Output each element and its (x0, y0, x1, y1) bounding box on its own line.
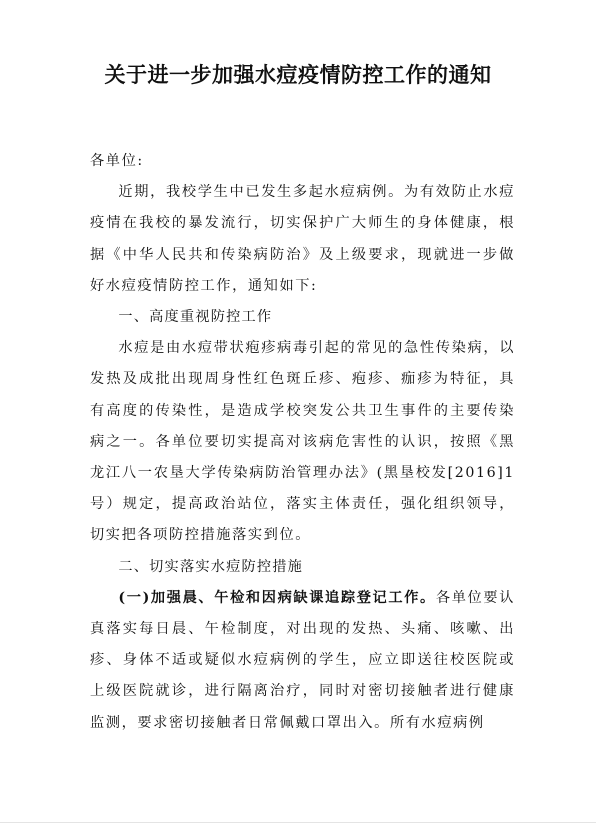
document-title: 关于进一步加强水痘疫情防控工作的通知 (104, 62, 492, 87)
section-1-heading: 一、高度重视防控工作 (118, 309, 273, 326)
section-2-heading: 二、切实落实水痘防控措施 (118, 558, 304, 575)
section-2-sub-1-lead: (一)加强晨、午检和因病缺课追踪登记工作。 (118, 589, 436, 606)
section-2-sub-1-text: 各单位要认真落实每日晨、午检制度，对出现的发热、头痛、咳嗽、出疹、身体不适或疑似水痘病例的学生，应立即送往校医院或上级医院就诊，进行隔离治疗，同时对密切接触者进行健康监测，要求密切接触者日常佩戴口罩出入。所有水痘病例 (90, 589, 515, 731)
page-bottom-edge (0, 822, 596, 823)
intro-paragraph: 近期，我校学生中已发生多起水痘病例。为有效防止水痘疫情在我校的暴发流行，切实保护广大师生的身体健康，根据《中华人民共和传染病防治》及上级要求，现就进一步做好水痘疫情防控工作，通知如下: (90, 184, 515, 294)
document-body (90, 146, 515, 739)
section-2-sub-1-paragraph (90, 583, 515, 739)
salutation: 各单位: (90, 153, 144, 169)
section-1-paragraph: 水痘是由水痘带状疱疹病毒引起的常见的急性传染病，以发热及成批出现周身性红色斑丘疹、疱疹、痂疹为特征，具有高度的传染性，是造成学校突发公共卫生事件的主要传染病之一。各单位要切实提高对该病危害性的认识，按照《黑龙江八一农垦大学传染病防治管理办法》(黑垦校发[2016]1号）规定，提高政治站位，落实主体责任，强化组织领导，切实把各项防控措施落实到位。 (90, 340, 515, 544)
